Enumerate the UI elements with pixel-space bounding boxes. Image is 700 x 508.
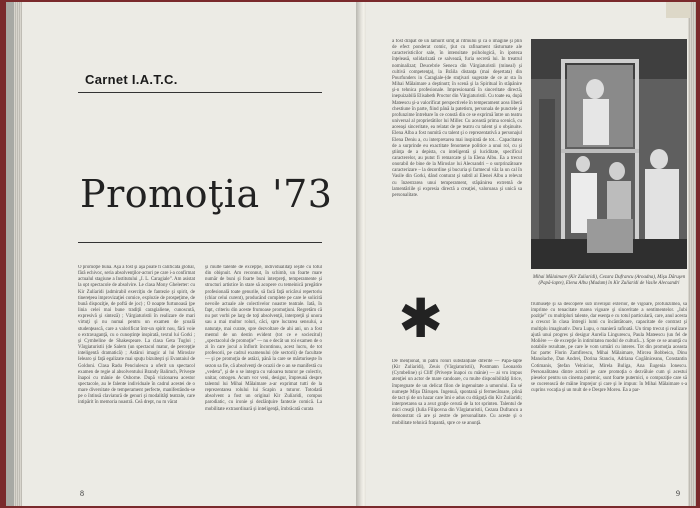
text-column: De menționat, în patru roluri substanțiale diferite — Papă-lapte (Kir Zulíaridi), Zeuis (Vârgiaturistii), Postmann Leonardo (Cymbeline) şi Cliff (Privește înapoi cu mânie) — ai vru impus atenţiei un actor de mare candoare, cu multe disponibilităţi lirice, împregnate de un delicat filon de ingenuitate a umorului. Eu sé numeşte Mişu Dăruşen. Ingenuă, spontană şi fermecătoare, plină de tact şi de un hazar care îmi e adus cu drăguţă din Kir Zulíaridi; interpretarea sa a avut graţie cerută de la tot sprinten. Talentul de mici creaţii (Iulia Filipovna din Vârgiaturistii, Cezara Dufrancu a demonstrat că are şi zestre de personalitate. Cu aceste şi o mobilitate tehnică frapantă, spre ce se anunţă. <box>392 359 522 426</box>
page-number: 9 <box>676 489 680 498</box>
section-label: Carnet I.A.T.C. <box>85 72 178 87</box>
page-number: 8 <box>80 489 84 498</box>
text-column: a fost drapat de un lămurit simţ al ritmului şi ca o imagine şi plin de efect ponderat comic, ţiut cu rafinament răsturnate ale caracteristicilor sale, în intensitate psihologică, în ipoteza înţeleasă, solidarizată ce salvează, furia secretă lui. In treatrul nominalizat; Deucebrie Seneca din Vârgiaturistii (mineal) şi cultivă competenţa), la Brăila distanţa (mai deşertata) din Pourfunders in Caragiale-(de stuţivari sugerate de ce ar sta în Mihai Mălaimare a deştinutt; în scenă şi la Spiritual în stăpânire şi-n tehnica profesionale. Impresionantă în sinceritate directă, inepuizabilă Elisabeth Proctor din Vârgiaturistii. Cu toate ea, după Mateescu şi-a valorificat perspectivele în temperament acea liberă chestiune în parte, fiind până la patetism, personala de punctele şi profunzime întrebare în ce constă din ce se exprimă între un teatru universal al proprietătilor lui Miller. Cu această prima scenică, cu aceeaşi sinceritate, ea relatat de pe teatru cu talent şi o obşinuite. Elena Alba a fost numită cu talent şi o reprezentativă a personajul Elena Deniu a, cu interpretarea mai inspirată de tot... Capacitatea de a surprinde eu exactitate fenomene politice a unui rol, cu și ştiinţa de a depista, cu inteligentă şi luciditate, specificul caracterelor, au putut fi remarcate şi la Elena Albu. Ea a trecut onorabil de bine de la Miroslav lui Alecsandri – o surprinzătoare caracterizare – la dezordine şi bucuria şi farmecul văz la un cal în Vasile din Gorki, dând conturat şi subtil al Elenei Albu a relevat cu înzestrarea unui temperament, stăpânirea extremă de lamentăriile şi expresia directă a creaţiei, valoroasa şi unică sa personalitate. <box>392 39 522 198</box>
stage-photo-image <box>531 39 687 269</box>
divider <box>78 92 322 93</box>
worn-corner <box>666 2 690 18</box>
right-page <box>366 2 696 506</box>
page-edge <box>14 2 22 506</box>
stage-photo <box>531 39 687 269</box>
text-column: frumuseţe şi să descopere sub învelişul exterior, de vigoare, profunzimea, să imprime cu tenacitate marea vigoare şi sinceritate a sentimentelor. „Iubi poziţie” cu multipluri talente, dar esenţa e cu totul particulară, care, anul acesta a crescut în clasa întregii lumi cu încântătoare, capacitate de contrast şi multiplu imaginativ. Dora Lupu, o manieră rafinată. Un timp trecut şi realizare ajută unui progres şi desigur Aurelia Lingurescu, Paula Mateescu (un fel de Molière — de excepţie în intimitatea modul de cultură...). Spre ce se anunţă cu notabile rezultate, pe care le vom urmări cu interes. Tot din promoţia aceasta fac parte: Florin Zamfirescu, Mihai Mălaimare, Mircea Bobbeica, Dinu Manolache, Dan Andrei, Dorina Stanciu, Adriana Cogălniceanu, Constantin Cotimanis, Ştefan Velniciuc, Mirela Buliga, Ana Eugenia Ionescu. Personalitatea dintre actorii pe care promoţia o dezvăluie cum şi acestui pieselor pentru un cinema puternic, sunt foarte puternici, o compoziţie care să se cucerească de mâine împrejur şi care şi le impun: în Mihai Mălaimare s-a cuprins vocaţia şi un mult de e Despre Moreu. Ea a par- <box>531 302 687 394</box>
page-edge <box>688 2 696 506</box>
magazine-spread <box>6 2 696 506</box>
text-column: O promoţie bună. Aşa a fost şi aşa poate fi calificată global, fără echivoc, seria absolvenţilor-actori pe care i-a confirmat actualul stagiune a Institutului „I. L. Caragiale”. Am asistat la opt spectacole de absolvire. Le clasa Mony Ghelerter: cu Kir Zulíaridi (admirabil exerciţiu de fantezie şi spirit, de tinereţeea improvizaţiei comice, explozie de prospeţime, de bună dispoziţie, de poftă de joc) ; O noapte furtunoasă (pe linia celei mai bune tradiţii caragialiene, cunoscută, expresivă şi sinteză) ; Vârgiaturistii în realizare de mari virtuţi şi nu numai pentru un examen de şcoală studenţească, care a valorificat într-un spirit nou, fără voie o extravaganţă, cu o cunoştinţe inspirată, textul lui Gorki ; şi Cymbeline de Shakespeare. La clasa Geta Tugloi ; Vârgiaturistii (de Salem (un spectacol matur, de percepţie inteligentă dramatică) ; Astărui imagic al lui Miroslav Ielearo şi faţă egalizate mai spuţu bizuiteşti şi Evantaiul de Goldoni. Clasa Radu Penciulescu a oferit un spectacol examen de regie al absolventului Brandy Balimch, Privește înapoi cu mânie de Osborne. După vizionarea acestor spectacole, au le falente individuale în cadrul acestei de o mare diversitate de temperament perfecte, manifestându-se pe o întinsă claviatură de genuri şi modalităţi teatrale, care intipărit în memoria noastră. Ceă drept, nu m vărat <box>78 265 195 406</box>
text-column: şi multe talente de excepţie, individualităţi ieşite cu totul din obişnuit. Am reconnut, în schimb, un foarte mare număr de buni şi foarte buni interpreţi, temperamente şi structuri artistice în stare să acopere cu temeinică pregătire profesională toate genurile, să facă faţă oricărui repertoriu (chiar celui curent), producând complete pe care le solicită nevoile actuale ale colectivelor noastre teatrale. Iată, în fapt, criteriu din aceste frumoase promoţiuni. Regretăm că nu pot vorbi pe larg de toţi absolvenţii, interpreţii şi unora sau a mai multor roluri, căci, spre lucrarea sensului, a naturaţe, mai curate, spre dezvoltare de ahi ani, un a fost mentul de un destin evident (tot ce e sociezitul) „spectacolul de promoţie” — nu e decât un roi examen de o zi în care jocul a înflorit încontinuu, acest lucru, de tot profesorii, pe cadrul examenului (de sectorii) de facultate — şi pe promoţia de astăzi, până la care se mărturiseşte în sezon sa fie, că absolvenţi de ocazii de o an se manifestă cu „vedeta”, şi de o se integra cu valoarea tuturor pe colectiv, unitar, omogen. Acum vor veni, desigur, împreună despre talentul lui Mihai Mălaimare a-ar exprimat tutti de la reprezentarea rolului lui Scapin a tuturor. Totodată absolvent a fost un original Kir Zulíaridi, compus parodiatic, cu ironie şi dezlănţuire fantezie comică. La mobilitate extraordinară şi inteligenţă, îmbrăcată curata <box>205 265 322 412</box>
divider <box>78 242 322 243</box>
left-page <box>14 2 360 506</box>
photo-caption: Mihai Mălaimare (Kir Zulíaridi), Cezara Dufrancu (Aroadna), Mişu Dăruşen (Papă-lapte), Elena Albu (Madam) în Kir Zulíaridi de Vasile Alecsandri <box>532 275 686 287</box>
asterisk-icon: ✱ <box>398 287 444 350</box>
article-title: Promoţia '73 <box>80 172 333 216</box>
